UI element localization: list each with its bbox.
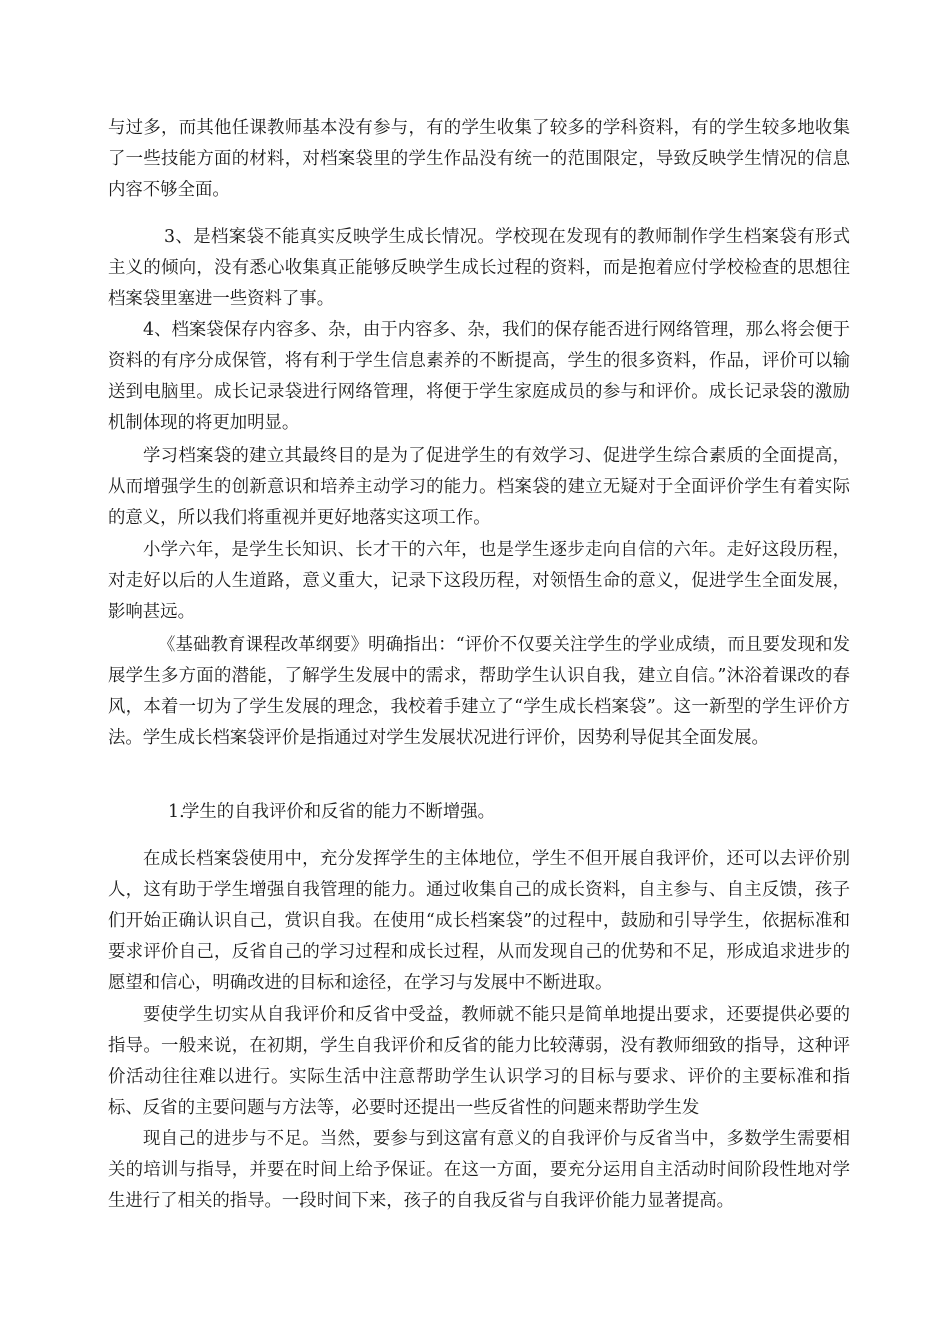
list-number: 1. <box>168 802 185 822</box>
paragraph-self-evaluation: 在成长档案袋使用中，充分发挥学生的主体地位，学生不但开展自我评价，还可以去评价别人，这有助于学生增强自我管理的能力。通过收集自己的成长资料，自主参与、自主反馈，孩子们开始正确认识自己，赏识自我。在使用“成长档案袋”的过程中，鼓励和引导学生，依据标准和要求评价自己，反省自己的学习过程和成长过程，从而发现自己的优势和不足，形成追求进步的愿望和信心，明确改进的目标和途径，在学习与发展中不断进取。 <box>108 849 850 993</box>
paragraph-six-years: 小学六年，是学生长知识、长才干的六年，也是学生逐步走向自信的六年。走好这段历程，对走好以后的人生道路，意义重大，记录下这段历程，对领悟生命的意义，促进学生全面发展，影响甚远。 <box>108 540 850 622</box>
paragraph-point-4: 4、档案袋保存内容多、杂，由于内容多、杂，我们的保存能否进行网络管理，那么将会便于资料的有序分成保管，将有利于学生信息素养的不断提高，学生的很多资料，作品，评价可以输送到电脑里。成长记录袋进行网络管理，将便于学生家庭成员的参与和评价。成长记录袋的激励机制体现的将更加明显。 <box>108 320 850 433</box>
paragraph-point-3: 3、是档案袋不能真实反映学生成长情况。学校现在发现有的教师制作学生档案袋有形式主义的倾向，没有悉心收集真正能够反映学生成长过程的资料，而是抱着应付学校检查的思想往档案袋里塞进一些资料了事。 <box>108 227 850 309</box>
paragraph-progress: 现自己的进步与不足。当然，要参与到这富有意义的自我评价与反省当中，多数学生需要相关的培训与指导，并要在时间上给予保证。在这一方面，要充分运用自主活动时间阶段性地对学生进行了相关的指导。一段时间下来，孩子的自我反省与自我评价能力显著提高。 <box>108 1129 850 1211</box>
paragraph-teacher-guidance: 要使学生切实从自我评价和反省中受益，教师就不能只是简单地提出要求，还要提供必要的指导。一般来说，在初期，学生自我评价和反省的能力比较薄弱，没有教师细致的指导，这种评价活动往往难以进行。实际生活中注意帮助学生认识学习的目标与要求、评价的主要标准和指标、反省的主要问题与方法等，必要时还提出一些反省性的问题来帮助学生发 <box>108 1005 850 1118</box>
list-heading-text: 学生的自我评价和反省的能力不断增强。 <box>182 802 496 822</box>
paragraph-outline-quote: 《基础教育课程改革纲要》明确指出：“评价不仅要关注学生的学业成绩，而且要发现和发展学生多方面的潜能，了解学生发展中的需求，帮助学生认识自我，建立自信。”沐浴着课改的春风，本着一切为了学生发展的理念，我校着手建立了“学生成长档案袋”。这一新型的学生评价方法。学生成长档案袋评价是指通过对学生发展状况进行评价，因势利导促其全面发展。 <box>108 635 850 748</box>
paragraph-purpose: 学习档案袋的建立其最终目的是为了促进学生的有效学习、促进学生综合素质的全面提高，从而增强学生的创新意识和培养主动学习的能力。档案袋的建立无疑对于全面评价学生有着实际的意义，所以我们将重视并更好地落实这项工作。 <box>108 446 850 528</box>
paragraph-continuation: 与过多，而其他任课教师基本没有参与，有的学生收集了较多的学科资料，有的学生较多地收集了一些技能方面的材料，对档案袋里的学生作品没有统一的范围限定，导致反映学生情况的信息内容不够全面。 <box>108 118 850 200</box>
numbered-heading <box>108 797 850 828</box>
